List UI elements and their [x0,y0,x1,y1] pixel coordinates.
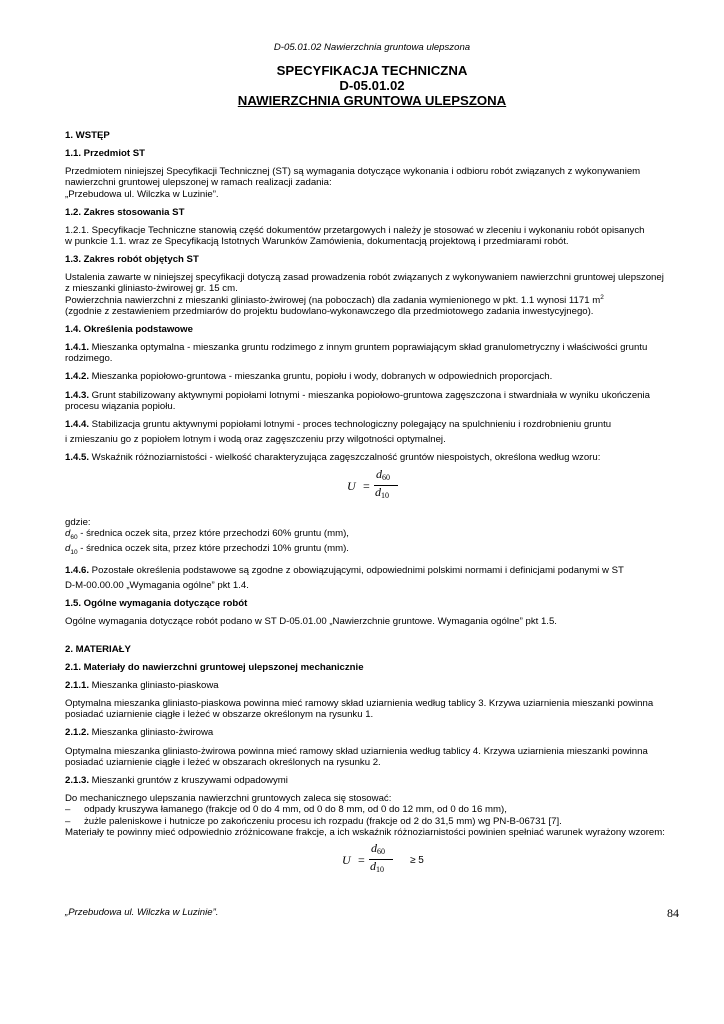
definition-text: - średnica oczek sita, przez które przechodzi 10% gruntu (mm). [77,542,349,554]
numerator-symbol: d [371,840,377,855]
title-line-3: NAWIERZCHNIA GRUNTOWA ULEPSZONA [237,93,507,109]
title-line-1: SPECYFIKACJA TECHNICZNA [276,63,468,79]
subsection-2-1-1-title [65,680,679,691]
text-line: „Przebudowa ul. Wilczka w Luzinie”. [65,188,219,200]
text-line: 1.2.1. Specyfikacje Techniczne stanowią część dokumentów przetargowych i należy je stosować w zleceniu i wykonaniu robót opisanych [65,224,645,236]
definition-number: 1.4.1. [65,342,90,354]
page-footer [65,907,679,918]
definition-number: 1.4.6. [65,565,90,577]
symbol-subscript: 10 [70,548,78,556]
text-line: Ogólne wymagania dotyczące robót podano w ST D-05.01.00 „Nawierzchnie gruntowe. Wymagania ogólne” pkt 1.5. [65,616,557,628]
formula-numerator [371,840,385,857]
subsection-number: 2.1.2. [65,727,90,739]
formula-denominator [370,858,384,875]
text-line: nawierzchni gruntowej ulepszonej w ramach realizacji zadania: [65,177,332,189]
section-1-2-text [65,225,679,247]
uniformity-condition-formula [65,840,679,885]
definition-number: 1.4.5. [65,452,90,464]
document-title [65,63,679,108]
section-1-4-heading: 1.4. Określenia podstawowe [65,324,193,336]
text-line [65,419,679,430]
section-1-3-text [65,272,679,317]
subsection-2-1-2-text [65,746,679,768]
running-header: D-05.01.02 Nawierzchnia gruntowa ulepszona [273,42,471,53]
subsection-2-1-3-title [65,775,679,786]
text-line [65,295,679,306]
definition-text: Stabilizacja gruntu aktywnymi popiołami lotnymi - proces technologiczny polegający na spulchnieniu i rozdrobnieniu gruntu [89,419,612,431]
denominator-subscript: 10 [381,490,389,500]
list-item [65,804,679,815]
text-line: posiadać uziarnienie ciągłe i leżeć w obszarach określonych na rysunku 2. [65,756,381,768]
formula-condition: ≥ 5 [410,854,424,866]
definition-number: 1.4.3. [65,389,90,401]
section-1-1-heading: 1.1. Przedmiot ST [65,148,145,160]
list-item-text: odpady kruszywa łamanego (frakcje od 0 do 4 mm, od 0 do 8 mm, od 0 do 12 mm, od 0 do 16 mm), [84,804,507,816]
list-item-text: żużle paleniskowe i hutnicze po zakończeniu procesu ich rozpadu (frakcje od 2 do 31,5 mm) wg PN-B-06731 [7]. [84,815,562,827]
section-2-1-heading: 2.1. Materiały do nawierzchni gruntowej ulepszonej mechanicznie [65,661,364,673]
subsection-2-1-1-text [65,698,679,720]
text-line [65,371,679,382]
section-2-heading: 2. MATERIAŁY [65,643,131,655]
section-1-1-text [65,166,679,200]
subsection-title: Mieszanka gliniasto-piaskowa [89,679,219,691]
symbol-subscript: 60 [70,533,78,541]
text-line: procesu wiązania popiołu. [65,400,176,412]
definition-text: Mieszanka popiołowo-gruntowa - mieszanka gruntu, popiołu i wody, dobranych w odpowiednich proporcjach. [89,371,553,383]
text-line: (zgodnie z zestawieniem przedmiarów do projektu budowlano-wykonawczego dla przedmiotowego zadania inwestycyjnego). [65,305,594,317]
denominator-subscript: 10 [376,864,384,874]
text-line [65,565,679,576]
text-line: Optymalna mieszanka gliniasto-piaskowa powinna mieć ramowy skład uziarnienia według tablicy 3. Krzywa uziarnienia mieszanki powinna [65,697,654,709]
definition-d60 [65,528,679,543]
numerator-symbol: d [376,466,382,481]
text-line: w punkcie 1.1. wraz ze Specyfikacją Istotnych Warunków Zamówienia, dokumentacją projektową i przedmiarami robót. [65,236,569,248]
area-text: Powierzchnia nawierzchni z mieszanki gliniasto-żwirowej (na poboczach) dla zadania wymienionego w pkt. 1.1 wynosi 1171 m [65,294,601,306]
text-line: z mieszanki gliniasto-żwirowej gr. 15 cm. [65,283,238,295]
text-line: rodzimego. [65,353,113,365]
symbol: d [65,527,71,539]
dash-bullet: – [65,804,71,816]
numerator-subscript: 60 [382,472,390,482]
formula-numerator [376,466,390,483]
definition-1-4-4-cont [65,434,679,445]
definition-1-4-6 [65,565,679,576]
formula-lhs: U [342,852,351,867]
text-line: D-M-00.00.00 „Wymagania ogólne” pkt 1.4. [65,580,249,592]
section-1-5-heading: 1.5. Ogólne wymagania dotyczące robót [65,598,248,610]
symbol: d [65,542,71,554]
definition-1-4-6-cont [65,580,679,591]
definition-1-4-1 [65,342,679,364]
formula-definitions [65,517,679,558]
list-item [65,816,679,827]
section-1-2-heading: 1.2. Zakres stosowania ST [65,206,185,218]
text-line [65,452,679,463]
definition-text: Mieszanka optymalna - mieszanka gruntu rodzimego z innym gruntem poprawiającym skład granulometryczny i właściwości gruntu [89,342,648,354]
formula-equals: = [363,478,370,493]
area-unit-superscript: 2 [600,293,604,301]
definition-1-4-5 [65,452,679,463]
denominator-symbol: d [370,858,376,873]
title-line-2: D-05.01.02 [339,78,405,94]
uniformity-formula [65,466,679,511]
section-1-5-text [65,616,679,627]
formula-lhs: U [347,478,356,493]
definition-text: - średnica oczek sita, przez które przechodzi 60% gruntu (mm), [77,527,349,539]
definition-text: Pozostałe określenia podstawowe są zgodne z obowiązującymi, odpowiednimi polskimi normami i definicjami podanymi w ST [89,565,624,577]
subsection-number: 2.1.3. [65,774,90,786]
text-line [65,342,679,353]
definition-number: 1.4.4. [65,419,90,431]
definition-1-4-4 [65,419,679,430]
text-line [65,680,679,691]
subsection-title: Mieszanka gliniasto-żwirowa [89,727,214,739]
definition-text: Grunt stabilizowany aktywnymi popiołami lotnymi - mieszanka popiołowo-gruntowa zagęszczona i stwardniała w wyniku ukończenia [89,389,650,401]
numerator-subscript: 60 [377,846,385,856]
page-number: 84 [667,906,679,920]
footer-project-name: „Przebudowa ul. Wilczka w Luzinie”. [65,907,219,918]
denominator-symbol: d [375,484,381,499]
subsection-2-1-2-title [65,727,679,738]
formula-denominator [375,484,389,501]
subsection-title: Mieszanki gruntów z kruszywami odpadowymi [89,774,288,786]
text-line: Optymalna mieszanka gliniasto-żwirowa powinna mieć ramowy skład uziarnienia według tablicy 4. Krzywa uziarnienia mieszanki powinna [65,745,648,757]
subsection-number: 2.1.1. [65,679,90,691]
section-1-3-heading: 1.3. Zakres robót objętych ST [65,254,199,266]
text-line: Materiały te powinny mieć odpowiednio zróżnicowane frakcje, a ich wskaźnik różnoziarnistości powinien spełniać warunek wyrażony wzorem: [65,826,665,838]
formula-equals: = [358,852,365,867]
document-page [65,42,679,891]
text-line [65,775,679,786]
gdzie-label: gdzie: [65,516,91,528]
definition-1-4-3 [65,390,679,412]
text-line [65,727,679,738]
definition-number: 1.4.2. [65,371,90,383]
text-line: Przedmiotem niniejszej Specyfikacji Technicznej (ST) są wymagania dotyczące wykonania i odbioru robót związanych z wykonywaniem [65,166,641,178]
dash-bullet: – [65,815,71,827]
text-line: i zmieszaniu go z popiołem lotnym i wodą oraz zagęszczeniu przy wilgotności optymalnej. [65,434,446,446]
definition-d10 [65,543,679,558]
text-line: Do mechanicznego ulepszania nawierzchni gruntowych zaleca się stosować: [65,793,392,805]
definition-text: Wskaźnik różnoziarnistości - wielkość charakteryzująca zagęszczalność gruntów niespoistych, określona według wzoru: [89,452,601,464]
subsection-2-1-3-text [65,793,679,838]
text-line [65,390,679,401]
text-line: posiadać uziarnienie ciągłe i leżeć w obszarze określonym na rysunku 1. [65,709,374,721]
section-1-heading: 1. WSTĘP [65,130,110,142]
definition-1-4-2 [65,371,679,382]
text-line: Ustalenia zawarte w niniejszej specyfikacji dotyczą zasad prowadzenia robót związanych z wykonywaniem nawierzchni gruntowej ulepszonej [65,272,664,284]
